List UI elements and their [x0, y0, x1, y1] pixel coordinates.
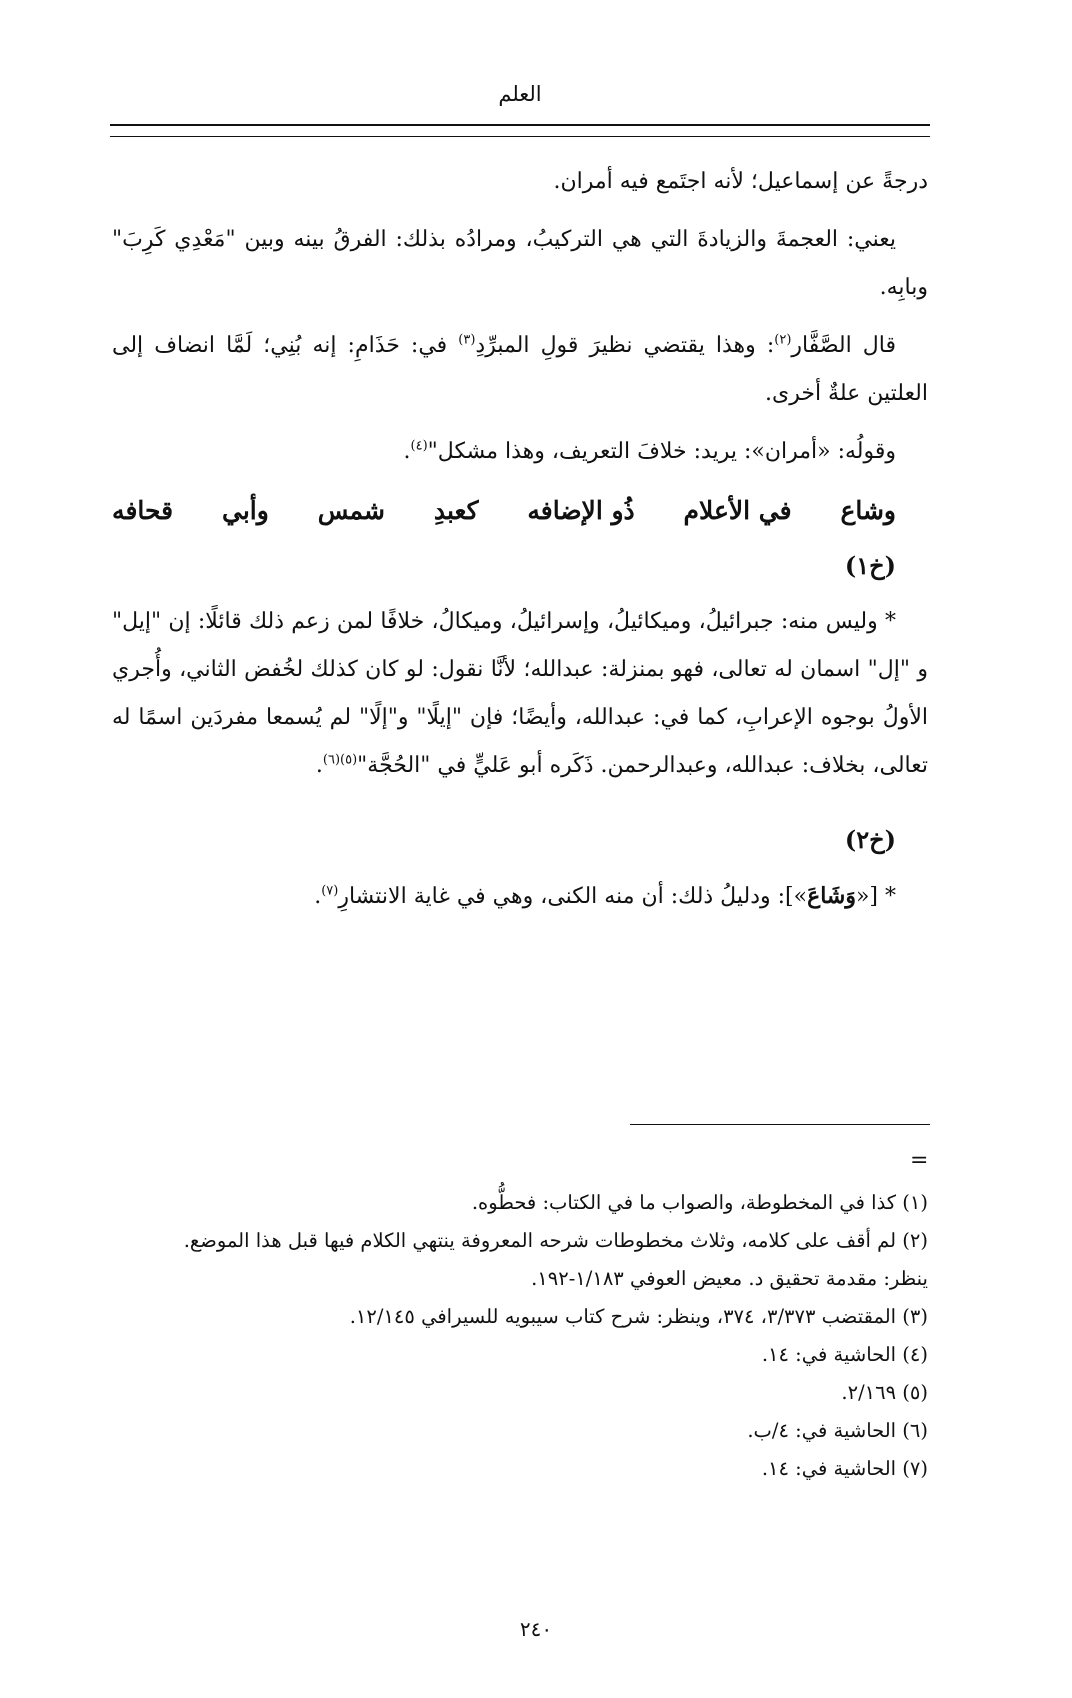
verse-line: [112, 486, 928, 536]
footnote-6: (٦) الحاشية في: ٤/ب.: [747, 1419, 928, 1442]
paragraph-4-text-a: وقولُه: «أمران»: يريد: خلافَ التعريف، وهذا مشكل": [427, 439, 896, 464]
paragraph-3-text-b: : وهذا يقتضي نظيرَ قولِ المبرِّدِ: [475, 333, 775, 358]
manuscript-code-2: (خ٢): [844, 825, 896, 854]
page-number: ٢٤٠: [519, 1617, 553, 1641]
footnote-1: (١) كذا في المخطوطة، والصواب ما في الكتاب: فحطُّوه.: [471, 1191, 928, 1214]
footnote-3: (٣) المقتضب ٣/٣٧٣، ٣٧٤، وينظر: شرح كتاب سيبويه للسيرافي ١٢/١٤٥.: [349, 1305, 928, 1328]
paragraph-6-text-a: * [«: [855, 884, 896, 909]
verse-word: وشاع: [840, 496, 896, 525]
running-header: العلم: [498, 82, 542, 106]
paragraph-5: [112, 598, 928, 790]
footnote-ref-2[interactable]: (٢): [774, 332, 792, 348]
footnote-separator: [630, 1124, 930, 1125]
footnote-7: (٧) الحاشية في: ١٤.: [761, 1457, 928, 1480]
paragraph-1: [112, 158, 928, 206]
paragraph-1-text: درجةً عن إسماعيل؛ لأنه اجتَمع فيه أمران.: [553, 169, 928, 194]
footnotes: [112, 1184, 928, 1488]
paragraph-6-text-c: »]: ودليلُ ذلك: أن منه الكنى، وهي في غاية الانتشارِ: [338, 884, 808, 909]
paragraph-4-text-b: .: [403, 439, 411, 464]
paragraph-4: [112, 428, 928, 476]
paragraph-6: [112, 872, 928, 921]
footnote-4: (٤) الحاشية في: ١٤.: [761, 1343, 928, 1366]
footnote-ref-5-6[interactable]: (٥)(٦): [322, 752, 358, 768]
footnote-ref-7[interactable]: (٧): [321, 883, 339, 899]
footnote-2: (٢) لم أقف على كلامه، وثلاث مخطوطات شرحه المعروفة ينتهي الكلام فيها قبل هذا الموضع.: [183, 1229, 928, 1252]
paragraph-2-text: يعني: العجمةَ والزيادةَ التي هي التركيبُ، ومرادُه بذلك: الفرقُ بينه وبين "مَعْدِي كَرِبَ" وبابِه.: [112, 227, 928, 300]
paragraph-5-text: * وليس منه: جبرائيلُ، وميكائيلُ، وإسرائيلُ، وميكالُ، خلافًا لمن زعم ذلك قائلًا: إن "إيل" و "إل" اسمان له تعالى، فهو بمنزلة: عبدالله؛ لأنَّا نقول: لو كان كذلك لخُفض الثاني، وأُجري الأولُ بوجوه الإعرابِ، كما في: عبدالله، وأيضًا؛ فإن "إيلًا" و"إلًا" لم يُسمعا مفردَين اسمًا له تعالى، بخلاف: عبدالله، وعبدالرحمن. ذَكَره أبو عَليٍّ في "الحُجَّة": [112, 609, 928, 778]
header-rule-thin: [110, 136, 930, 137]
continuation-mark: =: [910, 1148, 929, 1173]
verse-word: قحافه: [112, 496, 174, 525]
footnote-2-continuation: ينظر: مقدمة تحقيق د. معيض العوفي ١/١٨٣-١٩٢.: [531, 1267, 928, 1290]
header-rule-thick: [110, 124, 930, 126]
verse-word: ذُو الإضافه: [527, 496, 635, 525]
footnote-ref-3[interactable]: (٣): [458, 332, 476, 348]
manuscript-code-1: (خ١): [844, 551, 896, 580]
main-text: [112, 158, 928, 931]
paragraph-3: [112, 322, 928, 418]
paragraph-2: [112, 216, 928, 312]
verse-word: كعبدِ: [433, 496, 479, 525]
verse-word: في الأعلام: [683, 496, 792, 525]
verse-word: وأبي: [221, 496, 269, 525]
footnote-ref-4[interactable]: (٤): [410, 438, 428, 454]
paragraph-5-end: .: [315, 753, 323, 778]
paragraph-3-text-c: في: حَذَامِ: إنه بُنِي؛ لَمَّا انضاف إلى العلتين علةٌ أخرى.: [112, 333, 928, 406]
paragraph-6-end: .: [314, 884, 322, 909]
paragraph-6-keyword: وَشَاعَ: [807, 883, 856, 909]
paragraph-3-text-a: قال الصَّفَّار: [791, 333, 897, 358]
footnote-5: (٥) ٢/١٦٩.: [841, 1381, 928, 1404]
verse-word: شمس: [317, 496, 385, 525]
